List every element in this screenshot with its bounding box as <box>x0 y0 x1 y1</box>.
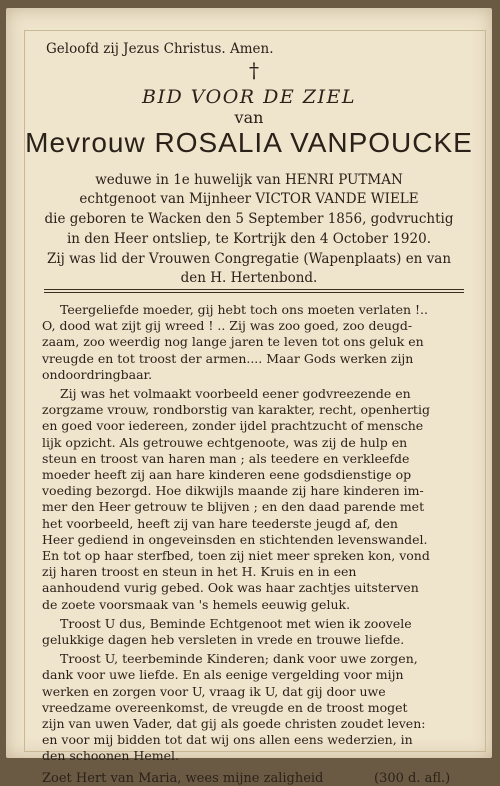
body-line: O, dood wat zijt gij wreed ! .. Zij was zoo goed, zoo deugd- <box>42 318 413 334</box>
body-line: zij haren troost en steun in het H. Kruis en in een <box>42 564 357 580</box>
body-line: ondoordringbaar. <box>42 366 153 382</box>
indulgence-note: (300 d. afl.) <box>374 770 451 786</box>
body-line: gelukkige dagen heb versleten in vrede en trouwe liefde. <box>42 632 405 647</box>
sub-line: echtgenoot van Mijnheer VICTOR VANDE WIELE <box>79 191 419 207</box>
body-line: Troost U dus, Beminde Echtgenoot met wien ik zoovele <box>60 615 412 631</box>
body-line: Heer gediend in ongeveinsden en stichtenden levenswandel. <box>42 531 428 547</box>
divider <box>44 292 464 293</box>
body-line: mer den Heer getrouw te blijven ; en den daad parende met <box>42 499 425 515</box>
body-line: den schoonen Hemel. <box>42 748 179 764</box>
heading-van: van <box>234 108 264 127</box>
body-line: En tot op haar sterfbed, toen zij niet meer spreken kon, vond <box>42 548 430 563</box>
body-line: steun en troost van haren man ; als teedere en verkleefde <box>42 450 410 466</box>
body-line: Zij was het volmaakt voorbeeld eener godvreezende en <box>60 386 411 401</box>
sub-line: in den Heer ontsliep, te Kortrijk den 4 October 1920. <box>66 231 431 247</box>
body-line: zaam, zoo weerdig nog lange jaren te leven tot ons geluk en <box>42 334 424 350</box>
opening-invocation: Geloofd zij Jezus Christus. Amen. <box>46 41 274 57</box>
closing-prayer: Zoet Hert van Maria, wees mijne zaligheid <box>42 770 324 786</box>
body-line: en goed voor iedereen, zonder ijdel prachtzucht of mensche <box>42 418 424 434</box>
body-line: zijn van uwen Vader, dat gij als goede christen zoudet leven: <box>42 716 426 731</box>
body-line: werken en zorgen voor U, vraag ik U, dat gij door uwe <box>42 683 386 699</box>
sub-line: Zij was lid der Vrouwen Congregatie (Wapenplaats) en van <box>46 251 452 267</box>
sub-line: die geboren te Wacken den 5 September 1856, godvruchtig <box>44 211 454 227</box>
body-line: voeding bezorgd. Hoe dikwijls maande zij hare kinderen im- <box>42 483 424 499</box>
body-line: dank voor uwe liefde. En als eenige vergelding voor mijn <box>42 667 404 683</box>
body-line: en voor mij bidden tot dat wij ons allen eens wederzien, in <box>42 732 413 748</box>
body-line: Troost U, teerbeminde Kinderen; dank voor uwe zorgen, <box>60 651 418 667</box>
body-line: de zoete voorsmaak van 's hemels eeuwig geluk. <box>42 596 351 612</box>
body-line: aanhoudend vurig gebed. Ook was haar zachtjes uitsterven <box>42 580 419 596</box>
memorial-card <box>6 8 492 786</box>
deceased-name: Mevrouw ROSALIA VANPOUCKE <box>25 127 473 158</box>
body-line: vreugde en tot troost der armen.... Maar Gods werken zijn <box>42 350 414 366</box>
prayer-heading: BID VOOR DE ZIEL <box>142 86 356 108</box>
cross-icon: † <box>249 58 259 82</box>
body-line: zorgzame vrouw, rondborstig van karakter, recht, openhertig <box>42 402 430 418</box>
sub-line: weduwe in 1e huwelijk van HENRI PUTMAN <box>95 172 403 188</box>
sub-line: den H. Hertenbond. <box>180 270 318 286</box>
body-line: het voorbeeld, heeft zij van hare teederste jeugd af, den <box>42 515 398 531</box>
body-line: moeder heeft zij aan hare kinderen eene godsdienstige op <box>42 467 412 482</box>
body-line: Teergeliefde moeder, gij hebt toch ons moeten verlaten !.. <box>60 302 429 317</box>
divider <box>44 289 464 290</box>
body-line: vreedzame overeenkomst, de vreugde en de troost moget <box>42 699 408 715</box>
body-line: lijk opzicht. Als getrouwe echtgenoote, was zij de hulp en <box>42 434 408 450</box>
